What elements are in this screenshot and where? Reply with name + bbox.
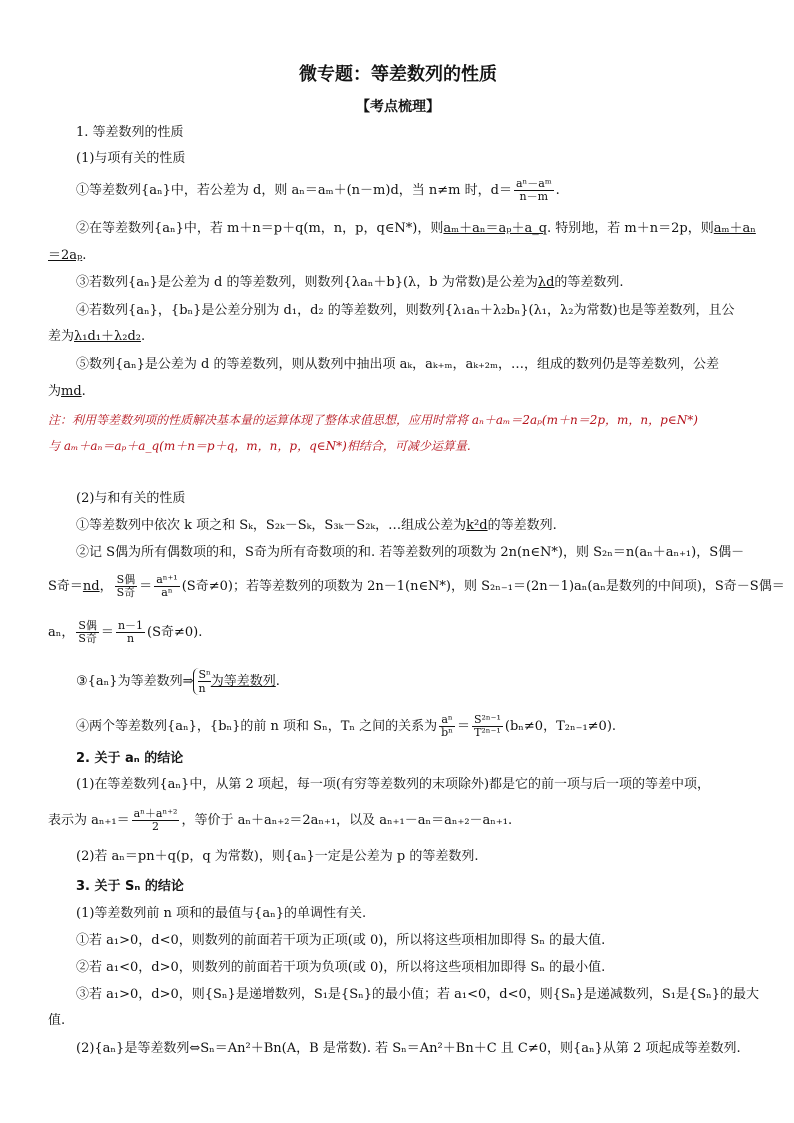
sn-conclusion-2: (2){aₙ}是等差数列⇔Sₙ＝An²＋Bn(A，B 是常数). 若 Sₙ＝An²＋Bn＋C 且 C≠0，则{aₙ}从第 2 项起成等差数列.: [76, 1041, 741, 1056]
sum-property-2-line3: aₙ， $\frac{\text{S偶}}{\text{S奇}}$ ＝ $\frac{n-1}{n}$ (S奇≠0).: [48, 619, 203, 645]
subheading-sums: (2)与和有关的性质: [76, 491, 186, 506]
subheading-terms: (1)与项有关的性质: [76, 151, 186, 166]
property-1: ①等差数列{aₙ}中，若公差为 d，则 aₙ＝aₘ＋(n－m)d，当 n≠m 时，d＝ $\frac{\text{aⁿ－aᵐ}}{n-m}$ .: [76, 177, 560, 203]
section-subtitle: 【考点梳理】: [356, 99, 440, 115]
property-5-line1: ⑤数列{aₙ}是公差为 d 的等差数列，则从数列中抽出项 aₖ，aₖ₊ₘ，aₖ₊₂ₘ，…，组成的数列仍是等差数列，公差: [76, 357, 719, 372]
sum-property-2-line2: S奇＝nd， $\frac{\text{S偶}}{\text{S奇}}$ ＝ $\frac{\text{aⁿ⁺¹}}{\text{aⁿ}}$ (S奇≠0)；若等差数列的项数为 2n－1(n∈N*)，则 S₂ₙ₋₁＝(2n－1)aₙ(aₙ是数列的中间项)，S奇－S偶＝: [48, 573, 785, 599]
heading-2: 2. 关于 aₙ 的结论: [76, 751, 184, 766]
note-line2: 与 aₘ＋aₙ＝aₚ＋a_q(m＋n＝p＋q，m，n，p，q∈N*)相结合，可减少运算量.: [48, 439, 471, 453]
an-conclusion-1-line2: 表示为 aₙ₊₁＝ $\frac{\text{aⁿ＋aⁿ⁺²}}{2}$ ，等价于 aₙ＋aₙ₊₂＝2aₙ₊₁，以及 aₙ₊₁－aₙ＝aₙ₊₂－aₙ₊₁.: [48, 807, 513, 833]
property-4-line1: ④若数列{aₙ}，{bₙ}是公差分别为 d₁，d₂ 的等差数列，则数列{λ₁aₙ＋λ₂bₙ}(λ₁，λ₂为常数)也是等差数列，且公: [76, 303, 735, 318]
an-conclusion-1-line1: (1)在等差数列{aₙ}中，从第 2 项起，每一项(有穷等差数列的末项除外)都是它的前一项与后一项的等差中项，: [76, 777, 711, 792]
sn-conclusion-1c-line1: ③若 a₁>0，d>0，则{Sₙ}是递增数列，S₁是{Sₙ}的最小值；若 a₁<0，d<0，则{Sₙ}是递减数列，S₁是{Sₙ}的最大: [76, 987, 760, 1002]
property-2-line1: ②在等差数列{aₙ}中，若 m＋n＝p＋q(m，n，p，q∈N*)，则aₘ＋aₙ＝aₚ＋a_q. 特别地，若 m＋n＝2p，则aₘ＋aₙ: [76, 221, 756, 236]
page-title: 微专题：等差数列的性质: [299, 64, 497, 85]
heading-1: 1. 等差数列的性质: [76, 125, 184, 140]
property-5-line2: 为md.: [48, 384, 86, 399]
heading-3: 3. 关于 Sₙ 的结论: [76, 879, 184, 894]
sum-property-4: ④两个等差数列{aₙ}，{bₙ}的前 n 项和 Sₙ，Tₙ 之间的关系为 $\frac{\text{aⁿ}}{\text{bⁿ}}$ ＝ $\frac{\text{S²ⁿ⁻¹}}{\text{T²ⁿ⁻¹}}$ (bₙ≠0，T₂ₙ₋₁≠0).: [76, 713, 617, 739]
sn-conclusion-1b: ②若 a₁<0，d>0，则数列的前面若干项为负项(或 0)，所以将这些项相加即得 Sₙ 的最小值.: [76, 960, 606, 975]
sn-conclusion-1: (1)等差数列前 n 项和的最值与{aₙ}的单调性有关.: [76, 906, 367, 921]
sn-conclusion-1c-line2: 值.: [48, 1013, 66, 1028]
property-3: ③若数列{aₙ}是公差为 d 的等差数列，则数列{λaₙ＋b}(λ，b 为常数)是公差为λd的等差数列.: [76, 275, 624, 290]
note-line1: 注：利用等差数列项的性质解决基本量的运算体现了整体求值思想，应用时常将 aₙ＋aₘ＝2aₚ(m＋n＝2p，m，n，p∈N*): [48, 413, 698, 427]
sum-property-3: ③{aₙ}为等差数列⇒ $\frac{\text{Sⁿ}}{n}$ 为等差数列.: [76, 668, 280, 695]
sum-property-2-line1: ②记 S偶为所有偶数项的和，S奇为所有奇数项的和. 若等差数列的项数为 2n(n∈N*)，则 S₂ₙ＝n(aₙ＋aₙ₊₁)，S偶－: [76, 545, 745, 560]
sum-property-1: ①等差数列中依次 k 项之和 Sₖ，S₂ₖ－Sₖ，S₃ₖ－S₂ₖ，…组成公差为k²d的等差数列.: [76, 518, 557, 533]
sn-conclusion-1a: ①若 a₁>0，d<0，则数列的前面若干项为正项(或 0)，所以将这些项相加即得 Sₙ 的最大值.: [76, 933, 606, 948]
property-4-line2: 差为λ₁d₁＋λ₂d₂.: [48, 329, 146, 344]
property-2-line2: ＝2aₚ.: [48, 248, 87, 263]
an-conclusion-2: (2)若 aₙ＝pn＋q(p，q 为常数)，则{aₙ}一定是公差为 p 的等差数列.: [76, 849, 479, 864]
fraction-d: $\frac{\text{aⁿ－aᵐ}}{n-m}$: [515, 177, 552, 203]
